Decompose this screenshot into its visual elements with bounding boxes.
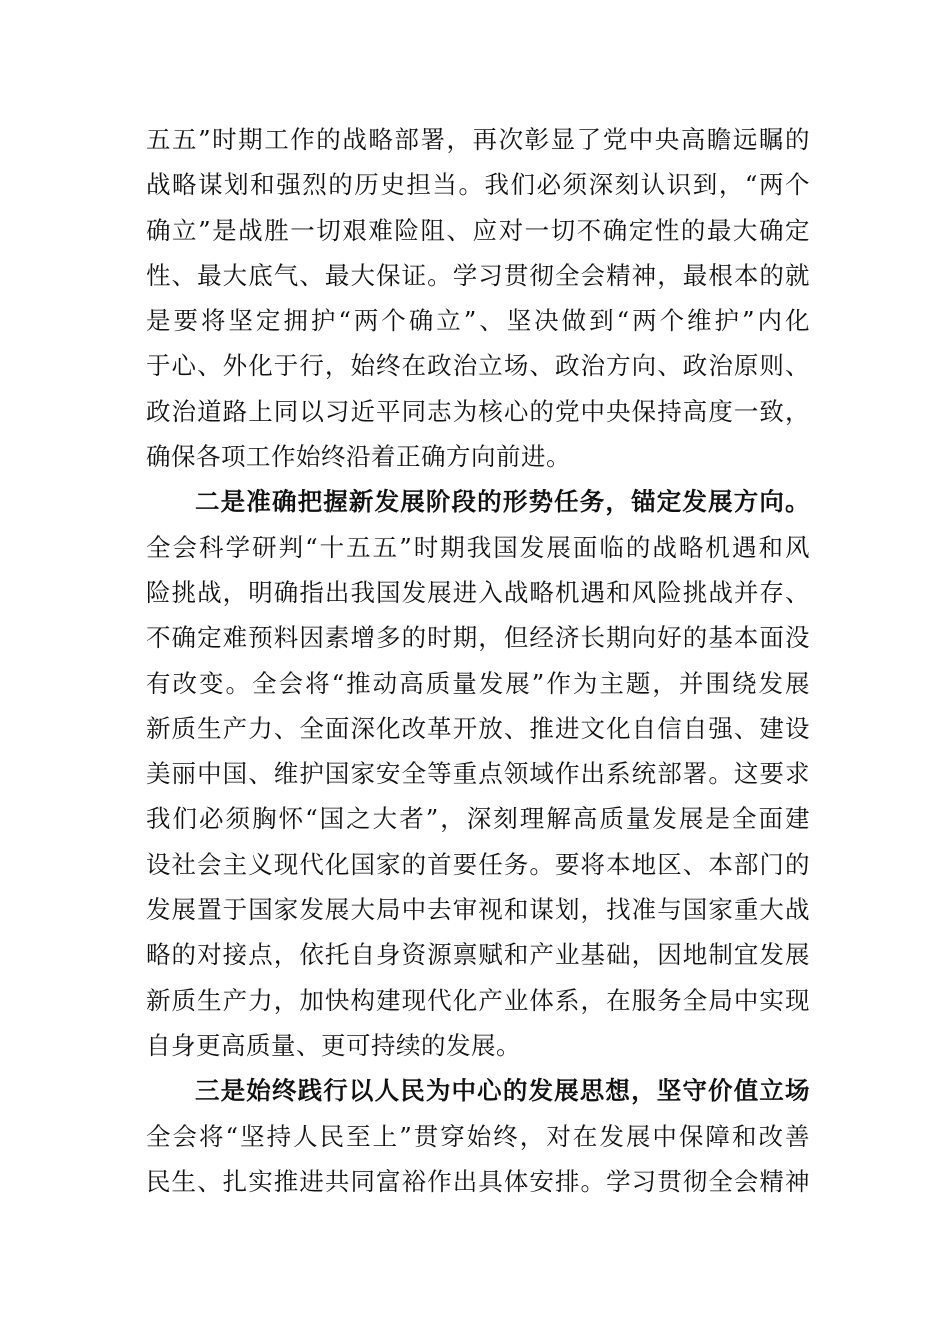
body-line: 是要将坚定拥护“两个确立”、坚决做到“两个维护”内化 — [146, 306, 810, 336]
body-line: 全会将“坚持人民至上”贯穿始终，对在发展中保障和改善 — [146, 1121, 810, 1151]
body-line: 不确定难预料因素增多的时期，但经济长期向好的基本面没 — [146, 623, 810, 653]
body-line: 全会科学研判“十五五”时期我国发展面临的战略机遇和风 — [146, 532, 810, 562]
body-line: 于心、外化于行，始终在政治立场、政治方向、政治原则、 — [146, 351, 810, 381]
body-line: 有改变。全会将“推动高质量发展”作为主题，并围绕发展 — [146, 668, 810, 698]
section-heading: 二是准确把握新发展阶段的形势任务，锚定发展方向。 — [195, 487, 810, 517]
body-line: 战略谋划和强烈的历史担当。我们必须深刻认识到，“两个 — [146, 170, 810, 200]
document-body — [146, 117, 810, 1204]
body-line: 确立”是战胜一切艰难险阻、应对一切不确定性的最大确定 — [146, 215, 810, 245]
body-line: 我们必须胸怀“国之大者”，深刻理解高质量发展是全面建 — [146, 804, 810, 834]
body-line: 政治道路上同以习近平同志为核心的党中央保持高度一致， — [146, 396, 810, 426]
body-line: 五五”时期工作的战略部署，再次彰显了党中央高瞻远瞩的 — [146, 125, 810, 154]
section-heading: 三是始终践行以人民为中心的发展思想，坚守价值立场 — [195, 1076, 810, 1106]
body-line: 美丽中国、维护国家安全等重点领域作出系统部署。这要求 — [146, 759, 810, 789]
body-line: 性、最大底气、最大保证。学习贯彻全会精神，最根本的就 — [146, 260, 810, 290]
body-line: 新质生产力，加快构建现代化产业体系，在服务全局中实现 — [146, 985, 810, 1015]
body-line: 新质生产力、全面深化改革开放、推进文化自信自强、建设 — [146, 713, 810, 743]
body-line: 险挑战，明确指出我国发展进入战略机遇和风险挑战并存、 — [146, 577, 810, 607]
body-line: 设社会主义现代化国家的首要任务。要将本地区、本部门的 — [146, 849, 810, 879]
body-line: 略的对接点，依托自身资源禀赋和产业基础，因地制宜发展 — [146, 940, 810, 970]
body-line: 自身更高质量、更可持续的发展。 — [146, 1030, 521, 1060]
body-line: 发展置于国家发展大局中去审视和谋划，找准与国家重大战 — [146, 895, 810, 925]
body-line: 民生、扎实推进共同富裕作出具体安排。学习贯彻全会精神 — [146, 1166, 810, 1196]
body-line: 确保各项工作始终沿着正确方向前进。 — [146, 442, 571, 472]
